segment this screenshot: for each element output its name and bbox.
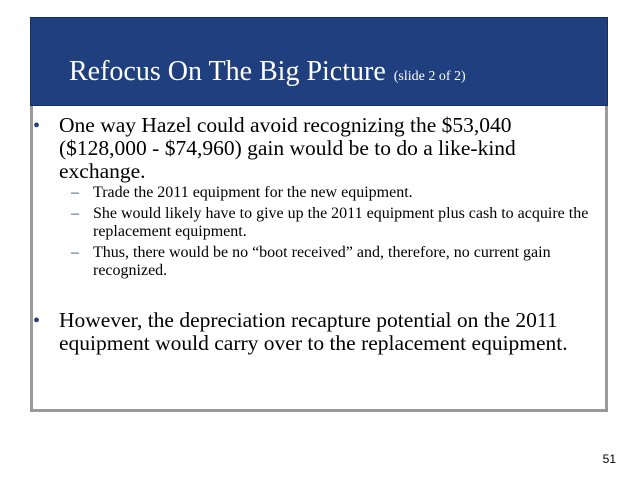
slide-title-subtitle: (slide 2 of 2) [393, 69, 466, 84]
page-number: 51 [602, 452, 616, 466]
sub-bullet-item [71, 244, 606, 280]
slide-title-main: Refocus On The Big Picture [69, 56, 386, 87]
bullet-text: However, the depreciation recapture potential on the 2011 equipment would carry over to the replacement equipment. [59, 308, 568, 355]
slide-title [69, 56, 466, 88]
sub-bullet-marker: – [71, 184, 79, 201]
bullet-text: One way Hazel could avoid recognizing the $53,040 ($128,000 - $74,960) gain would be to do a like-kind exchange. [59, 113, 516, 183]
bullet-item [31, 114, 606, 183]
sub-bullet-list [71, 184, 606, 283]
title-bar [30, 17, 608, 106]
sub-bullet-item [71, 184, 606, 202]
bullet-marker: • [33, 115, 41, 137]
sub-bullet-marker: – [71, 244, 79, 261]
sub-bullet-marker: – [71, 205, 79, 222]
bullet-item [31, 309, 606, 355]
sub-bullet-text: Thus, there would be no “boot received” and, therefore, no current gain recognized. [93, 244, 551, 279]
sub-bullet-item [71, 205, 606, 241]
bullet-marker: • [33, 310, 41, 332]
sub-bullet-text: Trade the 2011 equipment for the new equipment. [93, 184, 413, 201]
slide-content [30, 106, 608, 412]
sub-bullet-text: She would likely have to give up the 2011 equipment plus cash to acquire the replacement equipment. [93, 205, 589, 240]
